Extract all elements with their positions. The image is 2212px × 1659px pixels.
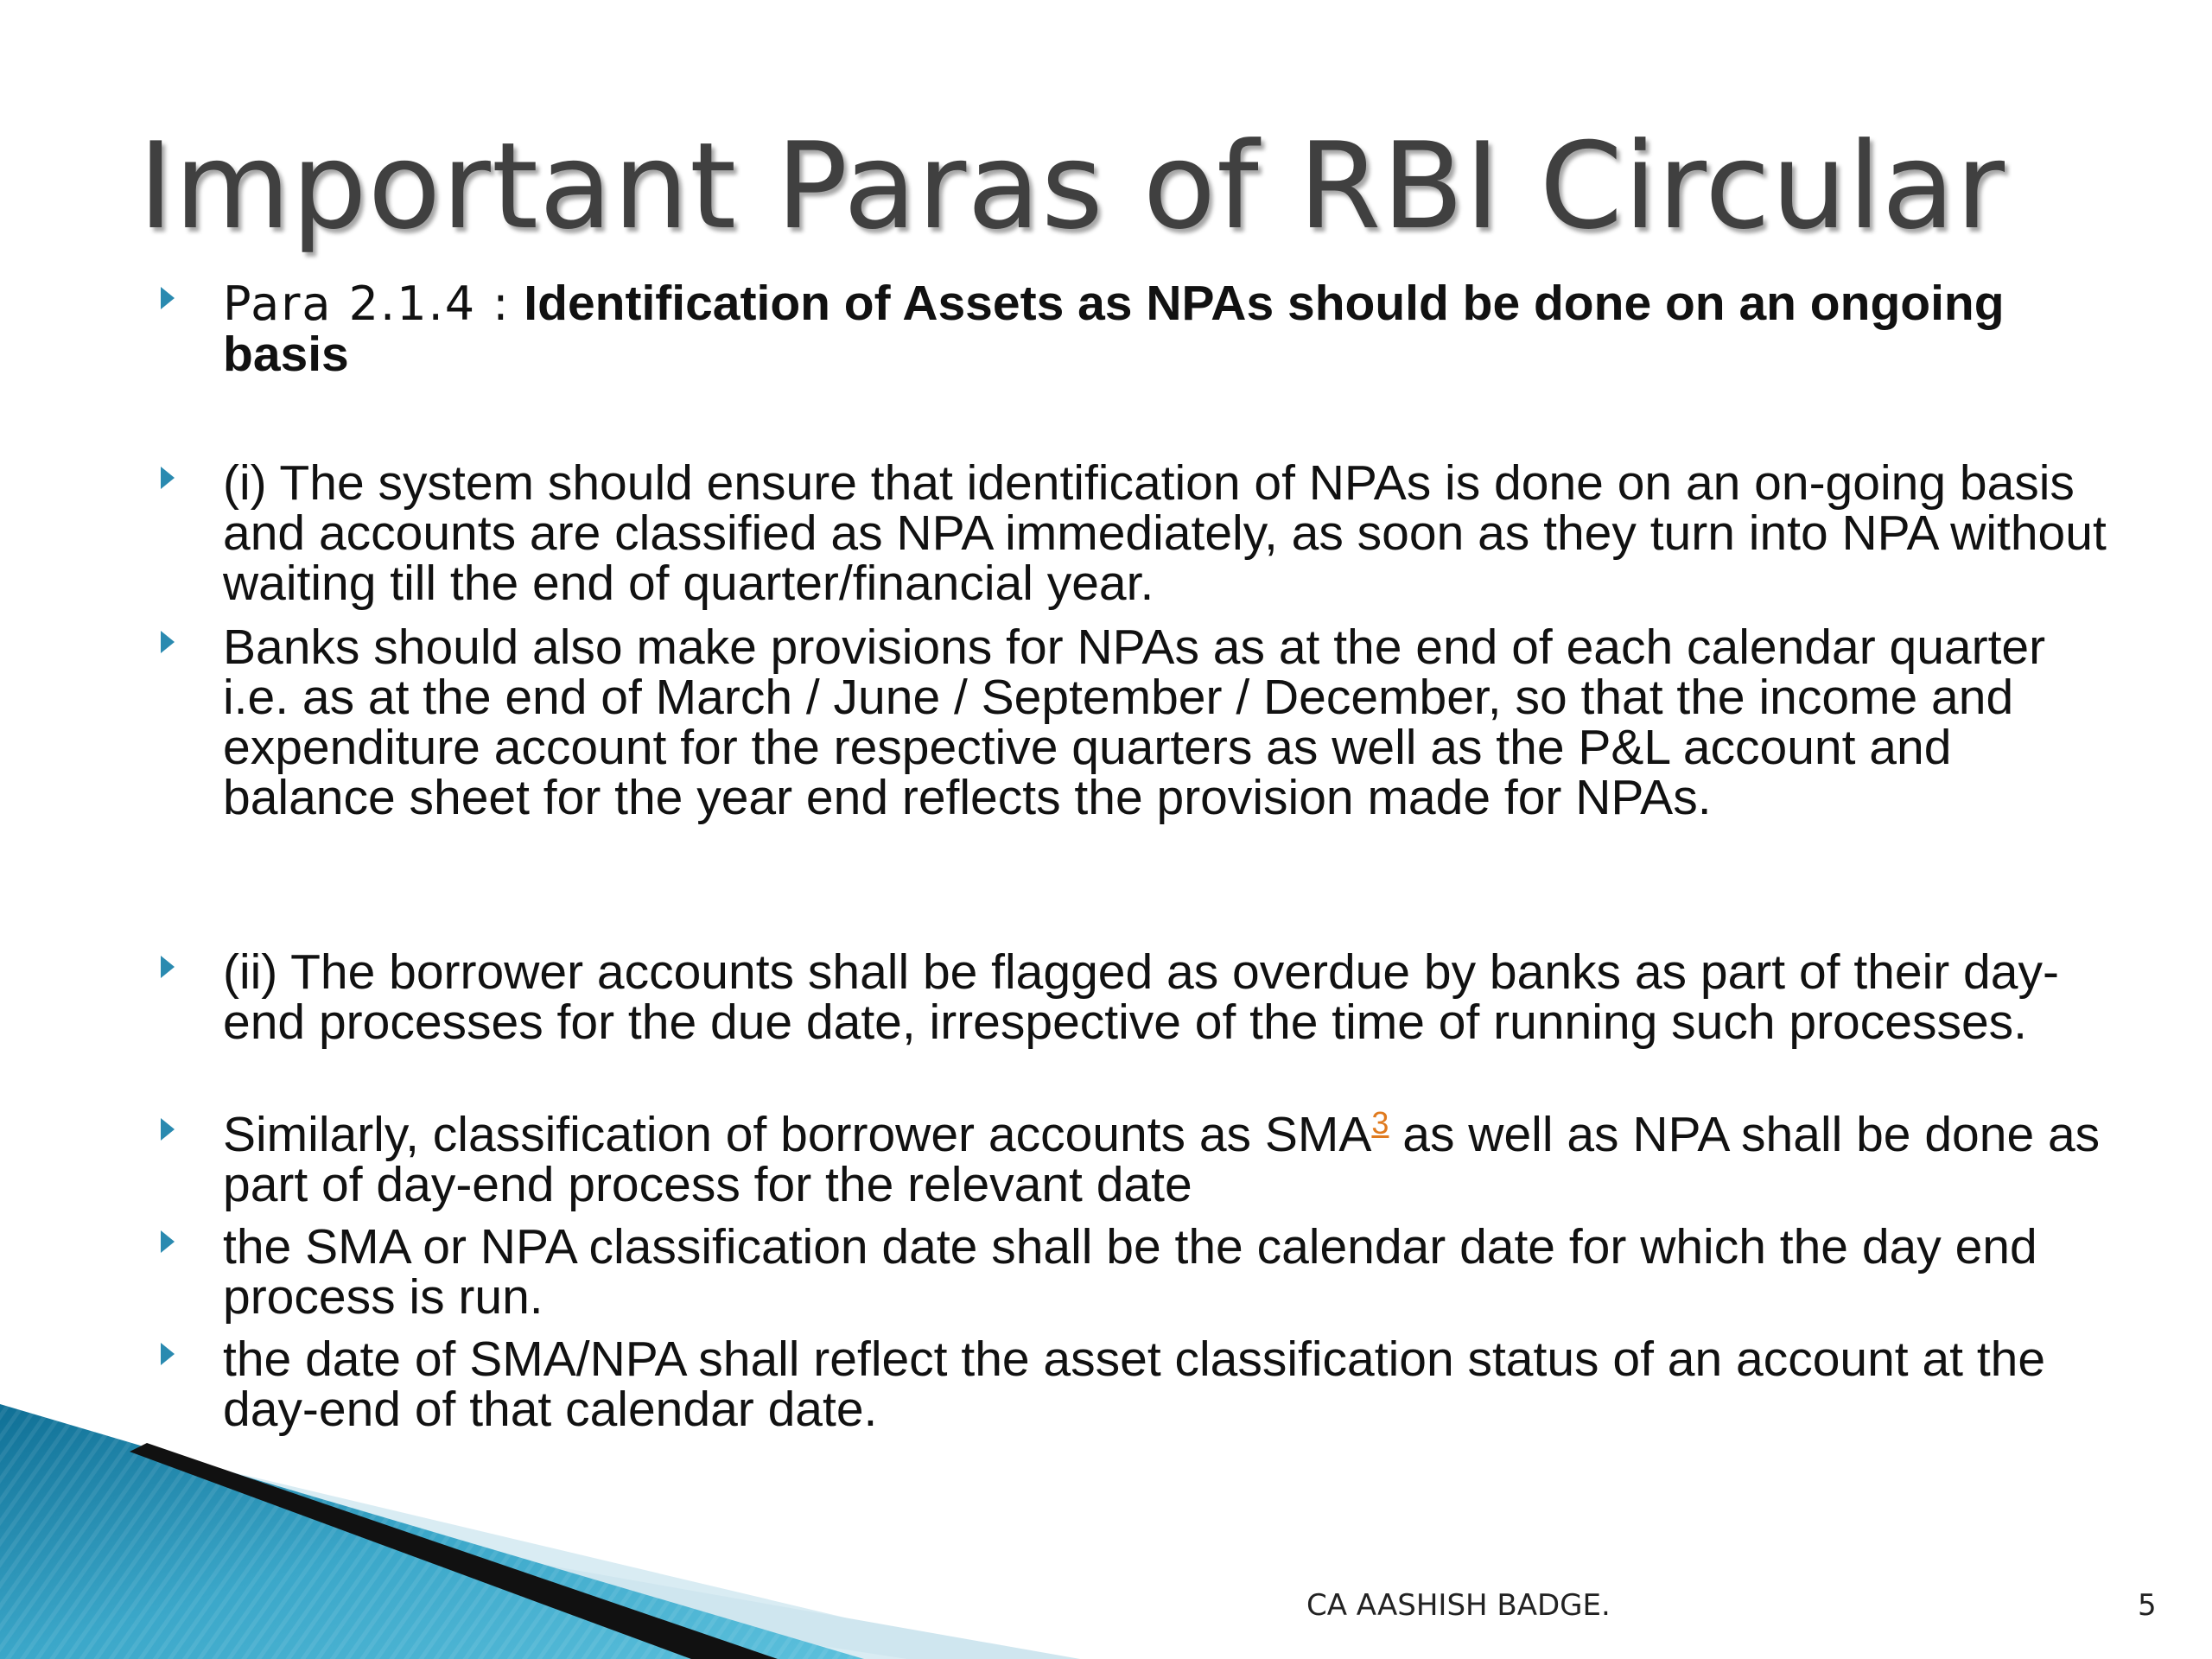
triangle-bullet-icon	[161, 287, 175, 309]
list-item	[223, 622, 2124, 823]
bullet-text-before: Similarly, classification of borrower accounts as SMA	[223, 1107, 1372, 1162]
page-title: Important Paras of RBI Circular	[138, 117, 2006, 256]
bullet-text: the date of SMA/NPA shall reflect the asset classification status of an account at the day-end of that calendar date.	[223, 1332, 2046, 1437]
para-heading: Identification of Assets as NPAs should be done on an ongoing basis	[223, 276, 2005, 382]
bullet-text-after: as well as NPA shall be done as part of day-end process for the relevant date	[223, 1107, 2101, 1212]
triangle-bullet-icon	[161, 1118, 175, 1141]
list-item	[223, 276, 2124, 382]
bullet-text: Banks should also make provisions for NPAs as at the end of each calendar quarter i.e. as at the end of March / June / September / December, so that the income and expenditure account for the respective quarters as well as the P&L account and balance sheet for the year end reflects the provision made for NPAs.	[223, 620, 2046, 825]
list-item	[223, 1105, 2124, 1212]
bullet-text: (ii) The borrower accounts shall be flagged as overdue by banks as part of their day-end processes for the due date, irrespective of the time of running such processes.	[223, 944, 2059, 1050]
page-number: 5	[2138, 1588, 2157, 1623]
list-item	[223, 455, 2124, 611]
list-item	[223, 944, 2124, 1050]
list-item	[223, 1332, 2124, 1437]
footnote-link[interactable]: 3	[1371, 1105, 1389, 1141]
bullet-text: (i) The system should ensure that identification of NPAs is done on an on-going basis and accounts are classified as NPA immediately, as soon as they turn into NPA without waiting till the end of quarter/financial year.	[223, 455, 2107, 611]
footer-author: CA AASHISH BADGE.	[1306, 1588, 1611, 1623]
bullet-text: the SMA or NPA classification date shall be the calendar date for which the day end process is run.	[223, 1219, 2037, 1325]
triangle-bullet-icon	[161, 1230, 175, 1253]
para-reference: Para 2.1.4 :	[223, 276, 511, 331]
triangle-bullet-icon	[161, 956, 175, 978]
triangle-bullet-icon	[161, 1343, 175, 1365]
list-item	[223, 1219, 2124, 1325]
triangle-bullet-icon	[161, 467, 175, 489]
triangle-bullet-icon	[161, 631, 175, 653]
